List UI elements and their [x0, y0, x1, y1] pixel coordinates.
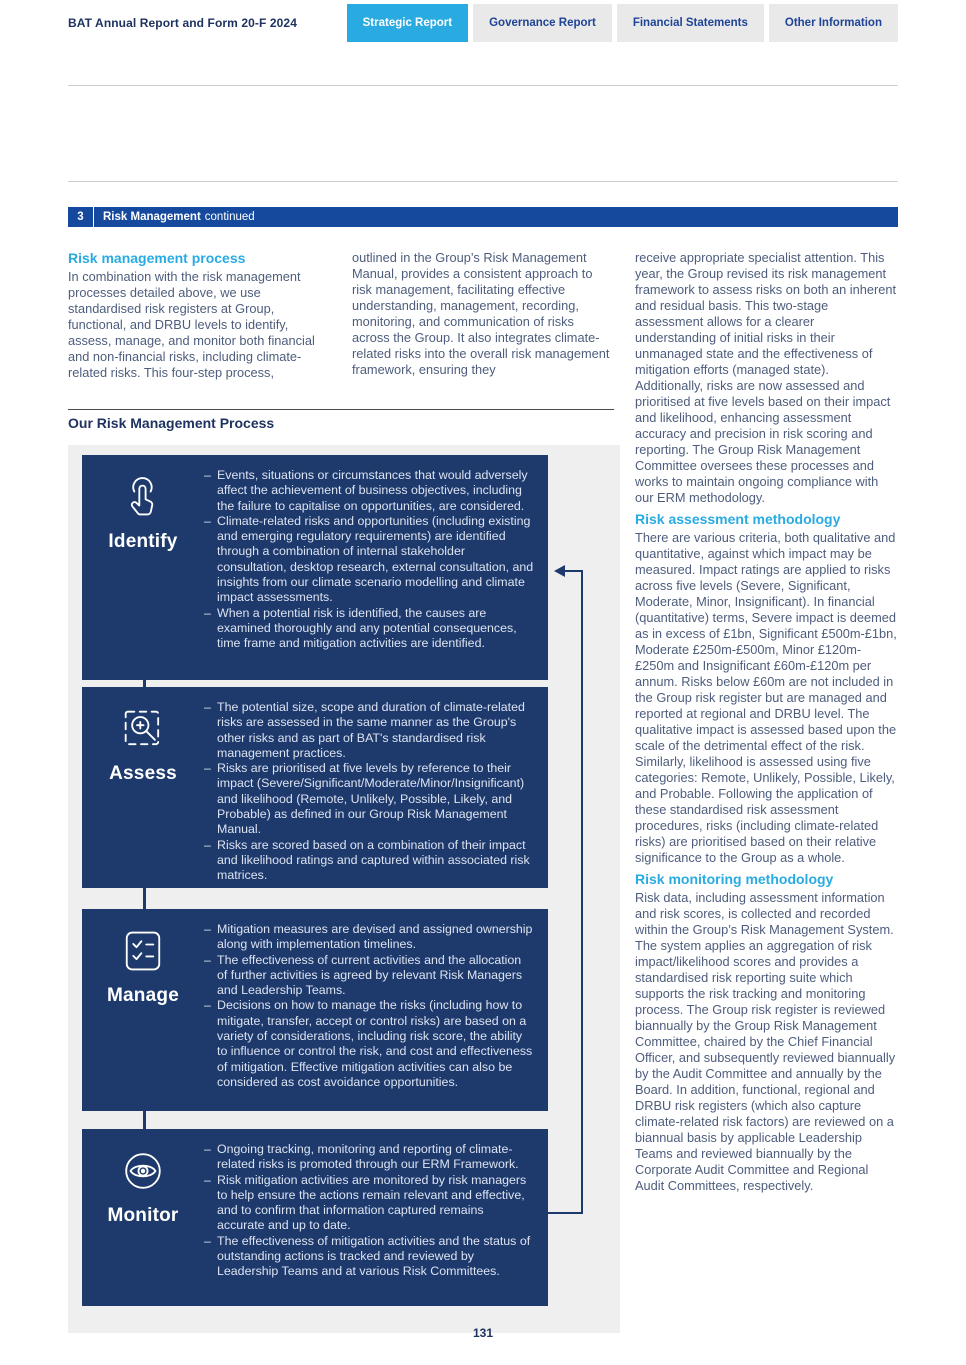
- process-heading: Our Risk Management Process: [68, 415, 275, 431]
- step-connector-identify-assess: [143, 680, 146, 687]
- paragraph-risk-assessment: There are various criteria, both qualitative and quantitative, against which impact may be measured. Impact ratings are applied to risks across five levels (Severe, Significant, Moderate, Minor, Insignificant). In financial (quantitative) terms, Severe impact is deemed as in excess of £1bn, Significant £500m-£1bn, Moderate £250m-£500m, Minor £120m-£250m and Insignificant £60m-£120m per annum. Risks below £60m are not included in the Group risk register but are managed and reported at regional and DRBU level. The qualitative impact is assessed based upon the scale of the detrimental effect of the risk. Similarly, likelihood is assessed using five categories: Remote, Unlikely, Possible, Likely, and Probable. Following the application of these standardised risk assessment procedures, risks (including climate-related risks) are prioritised based on their relative significance to the Group as a whole.: [635, 530, 897, 865]
- process-heading-rule: [68, 409, 614, 410]
- step-monitor-bullets: [204, 1129, 548, 1306]
- tap-hand-icon: [117, 471, 169, 523]
- section-tabs: [347, 4, 898, 42]
- step-assess-bullets: [204, 687, 548, 888]
- step-connector-assess-manage: [143, 888, 146, 909]
- bullet-item: – Risks are prioritised at five levels by reference to their impact (Severe/Significant/Moderate/Minor/Insignificant) and likelihood (Remote, Unlikely, Possible, Likely, and Probable) as defined in our Group Risk Management Manual.: [204, 761, 525, 837]
- step-label-identify: Identify: [108, 531, 178, 552]
- bullet-item: – Ongoing tracking, monitoring and reporting of climate-related risks is promoted through our ERM Framework.: [204, 1142, 519, 1172]
- page-header: [68, 4, 898, 42]
- heading-risk-assessment-methodology: Risk assessment methodology: [635, 511, 841, 527]
- step-monitor-left: [82, 1129, 204, 1306]
- paragraph-col3-intro: receive appropriate specialist attention. This year, the Group revised its risk management framework to assess risks on both an inherent and residual basis. This two-stage assessment allows for a clearer understanding of initial risks in their unmanaged state and the effectiveness of mitigation efforts (managed state). Additionally, risks are now assessed and prioritised at five levels based on their impact and likelihood, enhancing assessment accuracy and precision in risk scoring and reporting. The Group Risk Management Committee oversees these processes and works to maintain ongoing compliance with our ERM methodology.: [635, 250, 897, 505]
- bullet-item: – Climate-related risks and opportunities (including existing and emerging regulatory requirements) are identified through a combination of internal stakeholder consultation, desktop research, external consultation, and insights from our climate scenario modelling and climate impact assessments.: [204, 513, 534, 605]
- feedback-loop-line-vertical: [581, 570, 583, 1214]
- divider-rule-top: [68, 85, 898, 86]
- report-title: BAT Annual Report and Form 20-F 2024: [68, 16, 297, 30]
- step-connector-manage-monitor: [143, 1111, 146, 1129]
- process-step-identify: [82, 455, 548, 680]
- eye-icon: [117, 1145, 169, 1197]
- tab-financial-statements[interactable]: Financial Statements: [617, 4, 764, 42]
- heading-risk-monitoring-methodology: Risk monitoring methodology: [635, 871, 834, 887]
- step-label-monitor: Monitor: [107, 1205, 179, 1226]
- section-title: Risk Management: [103, 211, 201, 223]
- feedback-loop-arrowhead-icon: [554, 565, 565, 577]
- step-label-manage: Manage: [107, 985, 179, 1006]
- process-step-assess: [82, 687, 548, 888]
- tab-other-information[interactable]: Other Information: [769, 4, 898, 42]
- process-step-monitor: [82, 1129, 548, 1306]
- page-number: 131: [472, 1326, 494, 1340]
- bullet-item: – When a potential risk is identified, the causes are examined thoroughly and any potential consequences, time frame and mitigation activities are identified.: [204, 605, 517, 651]
- column-middle: [352, 250, 615, 378]
- feedback-loop-line-top: [565, 570, 583, 572]
- column-risk-management-process: [68, 250, 331, 381]
- bullet-item: – The effectiveness of current activities and the allocation of further activities is agreed by relevant Risk Managers and Leadership Teams.: [204, 952, 523, 998]
- bullet-item: – Risks are scored based on a combination of their impact and likelihood ratings and captured within associated risk matrices.: [204, 837, 530, 883]
- paragraph-col1: In combination with the risk management processes detailed above, we use standardised risk registers at Group, functional, and DRBU levels to identify, assess, manage, and monitor both financial and non-financial risks, including climate-related risks. This four-step process,: [68, 269, 315, 380]
- checklist-icon: [117, 925, 169, 977]
- feedback-loop-line-bottom: [548, 1212, 583, 1214]
- tab-strategic-report[interactable]: Strategic Report: [347, 4, 468, 42]
- bullet-item: – Risk mitigation activities are monitored by risk managers to help ensure the actions remain relevant and effective, and to confirm that information captured remains accurate and up to date.: [204, 1172, 527, 1233]
- magnifier-scan-icon: [117, 703, 169, 755]
- bullet-item: – The effectiveness of mitigation activities and the status of outstanding actions is tracked and reviewed by Leadership Teams and at various Risk Committees.: [204, 1233, 531, 1279]
- step-manage-left: [82, 909, 204, 1111]
- paragraph-risk-monitoring: Risk data, including assessment information and risk scores, is collected and recorded within the Group’s Risk Management System. The system applies an aggregation of risk impact/likelihood scores and provides a standardised risk reporting suite which supports the risk tracking and monitoring process. The Group risk register is reviewed biannually by the Group Risk Management Committee, chaired by the Chief Financial Officer, and subsequently reviewed biannually by the Audit Committee and annually by the Board. In addition, functional, regional and DRBU risk registers (which also capture climate-related risk factors) are reviewed on a biannual basis by applicable Leadership Teams and reviewed biannually by the Corporate Audit Committee and Regional Audit Committees, respectively.: [635, 890, 896, 1193]
- divider-rule-second: [68, 181, 898, 182]
- step-assess-left: [82, 687, 204, 888]
- step-manage-bullets: [204, 909, 548, 1111]
- section-number: 3: [68, 207, 94, 227]
- column-right: [635, 250, 898, 1194]
- step-identify-bullets: [204, 455, 548, 680]
- process-diagram-panel: [68, 445, 620, 1333]
- bullet-item: – Mitigation measures are devised and assigned ownership along with implementation timelines.: [204, 922, 533, 952]
- section-title-suffix: continued: [204, 211, 255, 223]
- heading-risk-management-process: Risk management process: [68, 250, 246, 266]
- step-identify-left: [82, 455, 204, 680]
- tab-governance-report[interactable]: Governance Report: [473, 4, 612, 42]
- bullet-item: – The potential size, scope and duration of climate-related risks are assessed in the same manner as the Group's other risks and as part of BAT's standardised risk management practices.: [204, 700, 525, 760]
- paragraph-col2: outlined in the Group’s Risk Management Manual, provides a consistent approach to risk management, facilitating effective understanding, management, recording, monitoring, and communication of risks across the Group. It also integrates climate-related risks into the overall risk management framework, ensuring they: [352, 250, 610, 377]
- section-banner: [68, 207, 898, 227]
- process-step-manage: [82, 909, 548, 1111]
- step-label-assess: Assess: [109, 763, 177, 784]
- bullet-item: – Events, situations or circumstances that would adversely affect the achievement of business objectives, including the failure to capitalise on opportunities, are considered.: [204, 468, 528, 513]
- bullet-item: – Decisions on how to manage the risks (including how to mitigate, transfer, accept or control risks) are based on a variety of considerations, including risk score, the ability to influence or control the risk, and cost and effectiveness of mitigation. Effective mitigation activities can also be considered as cost avoidance opportunities.: [204, 998, 533, 1089]
